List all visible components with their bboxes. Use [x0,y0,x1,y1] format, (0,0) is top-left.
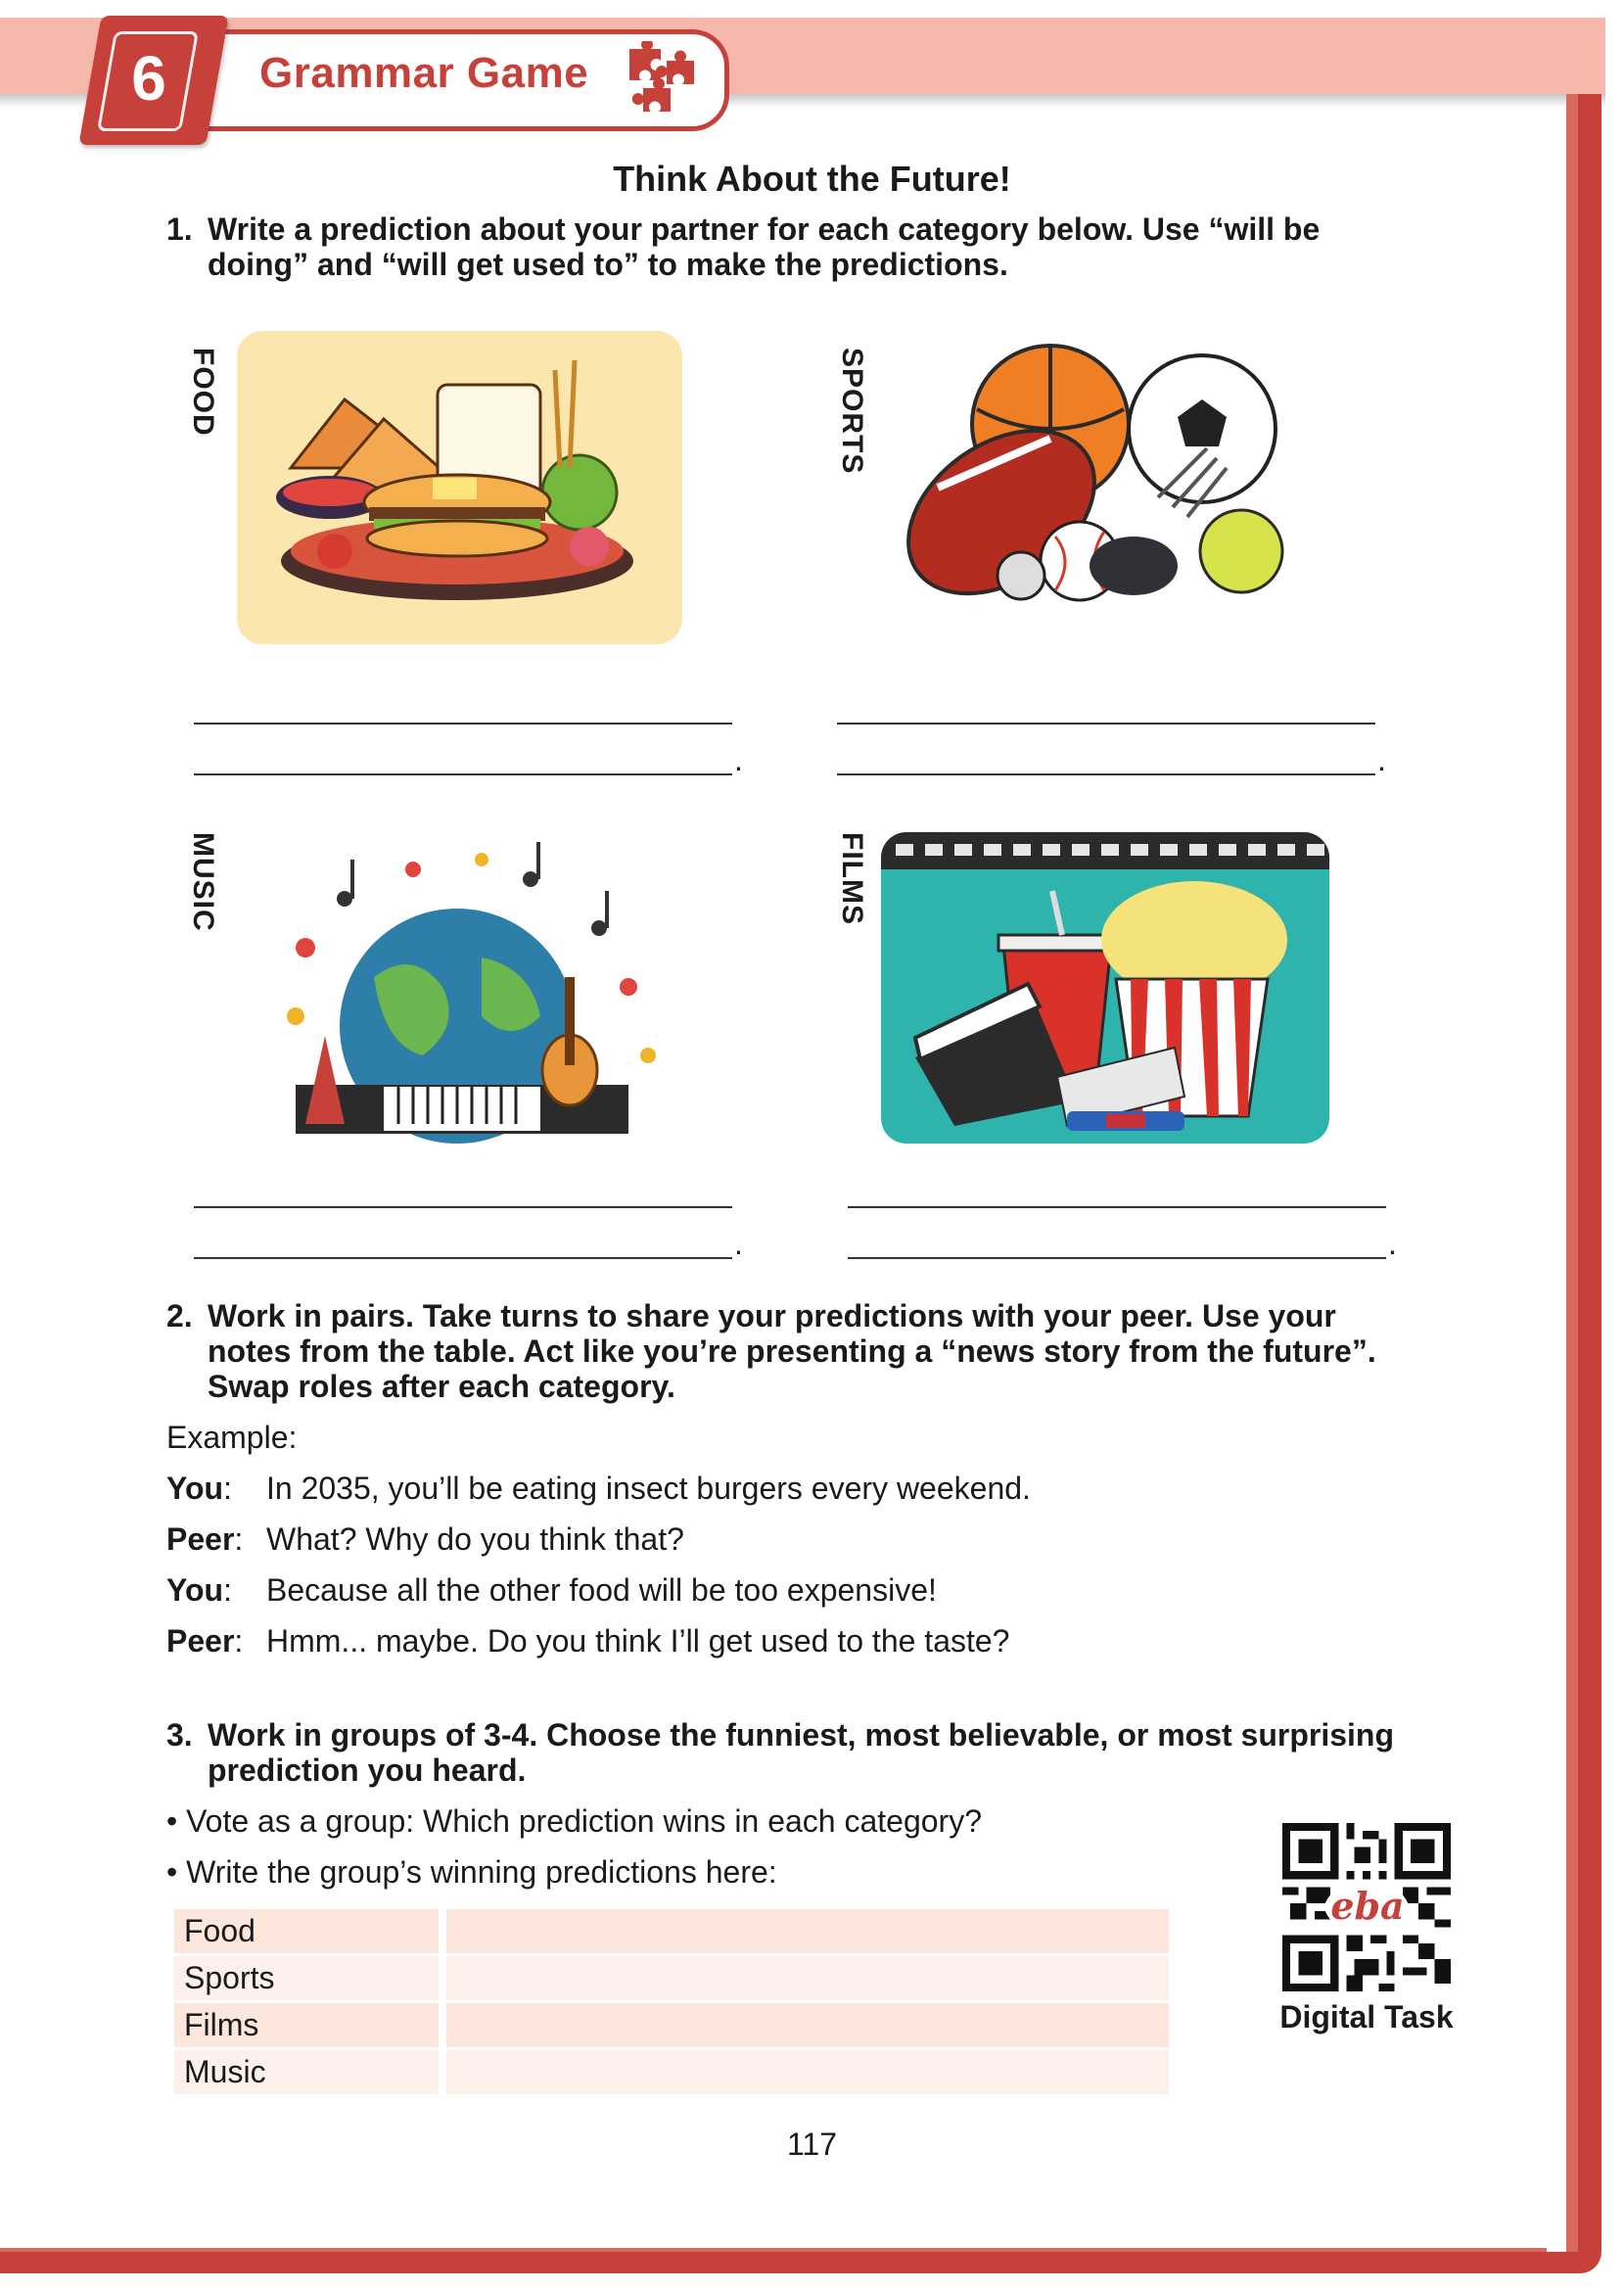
line-end-period: . [734,742,743,777]
page-border-right-highlight [1566,94,1578,2263]
dialogue-speaker: You [166,1471,224,1506]
question-3-line-2: prediction you heard. [208,1753,527,1788]
question-2 [166,1298,1488,1406]
question-3 [166,1717,1488,1792]
answer-line-music-2[interactable] [194,1257,732,1259]
answer-line-films-1[interactable] [848,1206,1386,1208]
bullet-item: • Write the group’s winning predictions here: [166,1854,777,1890]
answer-line-food-2[interactable] [194,773,732,775]
table-row-label-films: Films [174,2003,439,2047]
table-answer-cell-sports[interactable] [446,1956,1169,2000]
category-label-food: FOOD [187,348,219,437]
table-row-label-sports: Sports [174,1956,439,2000]
category-label-films: FILMS [836,832,868,925]
page-title: Think About the Future! [613,159,1011,199]
answer-line-music-1[interactable] [194,1206,732,1208]
bullet-text: Vote as a group: Which prediction wins in each category? [186,1803,982,1839]
bullet-text: Write the group’s winning predictions here: [186,1854,777,1890]
answer-line-sports-2[interactable] [837,773,1375,775]
dialogue-text: Because all the other food will be too expensive! [266,1572,937,1608]
table-answer-cell-music[interactable] [446,2050,1169,2094]
dialogue-line: Peer: Hmm... maybe. Do you think I’ll get used to the taste? [166,1623,1010,1659]
dialogue-speaker: Peer [166,1623,235,1659]
dialogue-text: Hmm... maybe. Do you think I’ll get used to the taste? [266,1623,1010,1659]
question-1 [166,211,1439,290]
dialogue-line: You: Because all the other food will be too expensive! [166,1572,937,1608]
question-1-number: 1. [166,211,193,247]
question-2-number: 2. [166,1298,193,1333]
page-border-bottom [0,2252,1601,2273]
bullet-item: • Vote as a group: Which prediction wins in each category? [166,1803,982,1839]
table-answer-cell-films[interactable] [446,2003,1169,2047]
question-2-line-1: Work in pairs. Take turns to share your predictions with your peer. Use your [208,1298,1336,1333]
dialogue-text: What? Why do you think that? [266,1521,684,1557]
cinema-popcorn-illustration [881,832,1329,1144]
line-end-period: . [1377,742,1386,777]
line-end-period: . [734,1226,743,1261]
category-label-music: MUSIC [187,832,219,932]
food-illustration [237,331,682,644]
qr-logo-text: eba [1330,1884,1405,1928]
question-2-line-3: Swap roles after each category. [208,1369,675,1404]
section-title: Grammar Game [259,49,589,97]
question-3-number: 3. [166,1717,193,1753]
question-2-line-2: notes from the table. Act like you’re presenting a “news story from the future”. [208,1333,1376,1369]
answer-line-films-2[interactable] [848,1257,1386,1259]
table-answer-cell-food[interactable] [446,1909,1169,1953]
music-world-illustration [237,830,682,1144]
qr-caption: Digital Task [1279,1999,1454,2034]
sports-balls-illustration [884,331,1329,644]
dialogue-line: You: In 2035, you’ll be eating insect burgers every weekend. [166,1471,1031,1506]
dialogue-line: Peer: What? Why do you think that? [166,1521,684,1557]
question-1-line-2: doing” and “will get used to” to make the predictions. [208,247,1008,282]
dialogue-speaker: You [166,1572,224,1608]
dialogue-text: In 2035, you’ll be eating insect burgers every weekend. [266,1471,1031,1506]
line-end-period: . [1388,1226,1397,1261]
unit-number: 6 [131,43,166,114]
table-row-label-food: Food [174,1909,439,1953]
page-number: 117 [786,2127,837,2162]
dialogue-speaker: Peer [166,1521,235,1557]
answer-line-sports-1[interactable] [837,723,1375,725]
category-label-sports: SPORTS [836,348,868,475]
question-1-line-1: Write a prediction about your partner for each category below. Use “will be [208,211,1321,247]
puzzle-pieces-icon [622,41,700,119]
example-label: Example: [166,1420,298,1455]
question-3-line-1: Work in groups of 3-4. Choose the funniest, most believable, or most surprising [208,1717,1395,1753]
table-row-label-music: Music [174,2050,439,2094]
answer-line-food-1[interactable] [194,723,732,725]
page-border-right [1578,94,1601,2272]
